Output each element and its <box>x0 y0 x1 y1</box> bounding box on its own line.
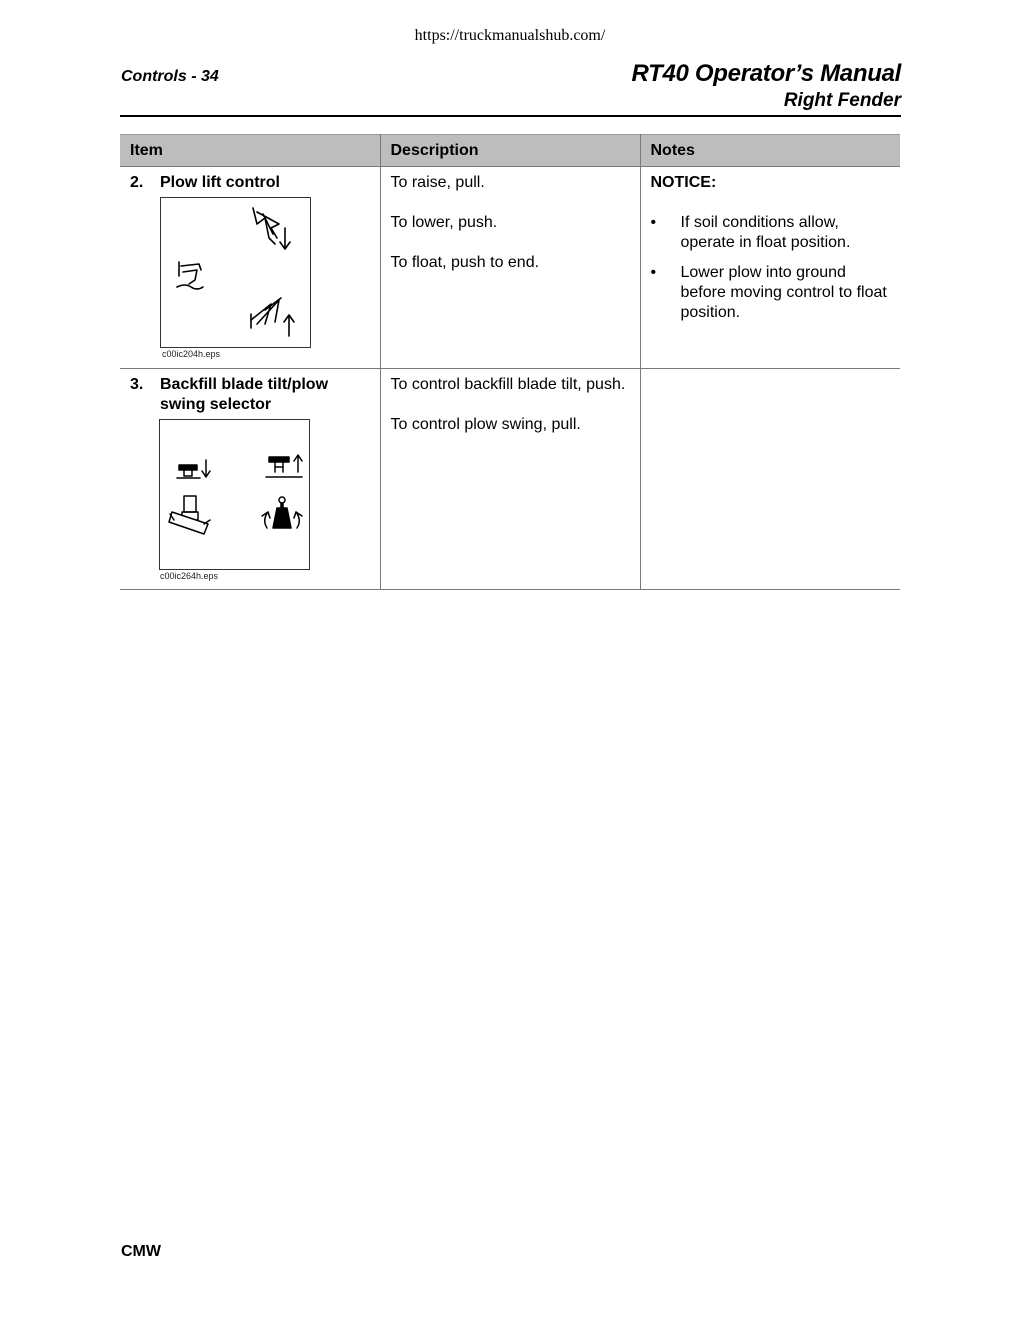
description-cell <box>380 167 640 369</box>
item-cell <box>120 369 380 590</box>
plow-lift-figure <box>160 197 311 348</box>
plow-lower-icon <box>251 298 294 336</box>
bullet-glyph: • <box>650 264 657 281</box>
note-text: If soil conditions allow, operate in float position. <box>680 214 851 251</box>
description-line: To raise, pull. <box>390 174 485 191</box>
blade-tilt-icon <box>169 496 210 534</box>
note-item <box>651 213 891 253</box>
item-name: Backfill blade tilt/plow swing selector <box>160 376 329 413</box>
selector-figure <box>159 419 310 570</box>
table-header-row <box>120 135 900 167</box>
figure-caption: c00ic204h.eps <box>162 349 221 359</box>
item-number: 2. <box>130 174 144 191</box>
notes-cell <box>640 369 900 590</box>
description-line: To control plow swing, pull. <box>390 416 581 433</box>
table-row <box>120 167 900 369</box>
item-heading <box>130 375 370 415</box>
item-name: Plow lift control <box>160 174 280 191</box>
description-cell <box>380 369 640 590</box>
note-item <box>651 263 891 323</box>
plow-float-icon <box>177 262 203 289</box>
plow-lift-diagram <box>161 198 310 347</box>
plow-swing-icon <box>262 497 302 528</box>
bullet-glyph: • <box>650 214 657 231</box>
item-cell <box>120 167 380 369</box>
table-row <box>120 369 900 590</box>
column-header-description: Description <box>380 135 640 167</box>
note-text: Lower plow into ground before moving control to float position. <box>680 264 887 321</box>
page-subtitle: Right Fender <box>783 90 901 111</box>
footer-label: CMW <box>121 1243 161 1260</box>
manual-title: RT40 Operator’s Manual <box>631 60 901 87</box>
notes-cell <box>640 167 900 369</box>
selector-diagram <box>160 420 309 569</box>
item-number: 3. <box>130 376 144 393</box>
item-heading <box>130 173 370 193</box>
controls-table <box>120 134 900 590</box>
description-line: To float, push to end. <box>390 254 540 271</box>
figure-caption: c00ic264h.eps <box>160 571 219 581</box>
section-label: Controls - 34 <box>121 68 219 85</box>
notice-label: NOTICE: <box>650 174 717 191</box>
column-header-notes: Notes <box>640 135 900 167</box>
selector-push-icon <box>177 460 210 478</box>
header-rule <box>120 115 901 117</box>
description-line: To lower, push. <box>390 214 498 231</box>
plow-raise-icon <box>253 208 290 249</box>
description-line: To control backfill blade tilt, push. <box>390 376 626 393</box>
column-header-item: Item <box>120 135 380 167</box>
source-url[interactable]: https://truckmanualshub.com/ <box>414 27 606 44</box>
selector-pull-icon <box>266 455 302 477</box>
